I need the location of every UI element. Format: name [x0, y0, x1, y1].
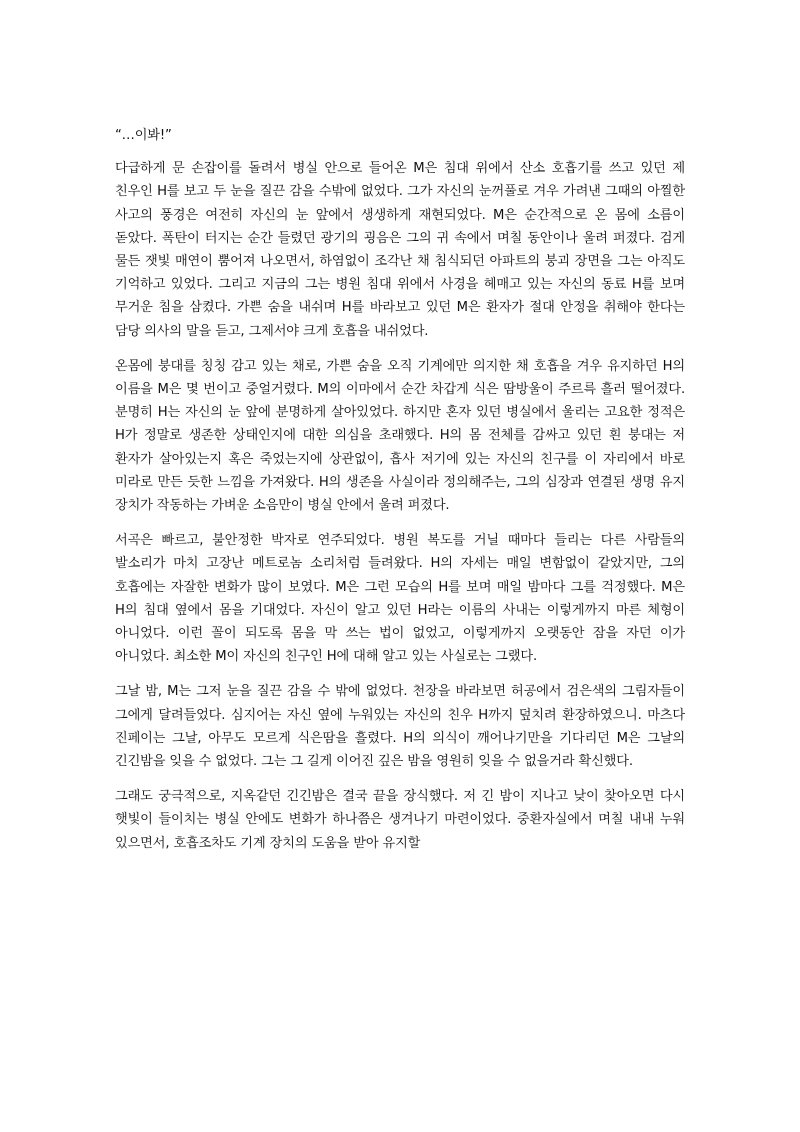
paragraph-5: 그래도 궁극적으로, 지옥같던 긴긴밤은 결국 끝을 장식했다. 저 긴 밤이 지나고 낮이 찾아오면 다시 햇빛이 들이치는 병실 안에도 변화가 하나쯤은 생겨나기 마련이었다. 중환자실에서 며칠 내내 누워 있으면서, 호흡조차도 기계 장치의 도움을 받아 유지할 [115, 789, 685, 851]
paragraph-1: 다급하게 문 손잡이를 돌려서 병실 안으로 들어온 M은 침대 위에서 산소 호흡기를 쓰고 있던 제 친우인 H를 보고 두 눈을 질끈 감을 수밖에 없었다. 그가 자신의 눈꺼풀로 겨우 가려낸 그때의 아찔한 사고의 풍경은 여전히 자신의 눈 앞에서 생생하게 재현되었다. M은 순간적으로 온 몸에 소름이 돋았다. 폭탄이 터지는 순간 들렸던 광기의 굉음은 그의 귀 속에서 며칠 동안이나 울려 퍼졌다. 검게 물든 잿빛 매연이 뿜어져 나오면서, 하염없이 조각난 채 침식되던 아파트의 붕괴 장면을 그는 아직도 기억하고 있었다. 그리고 지금의 그는 병원 침대 위에서 사경을 헤매고 있는 자신의 동료 H를 보며 무거운 침을 삼켰다. 가쁜 숨을 내쉬며 H를 바라보고 있던 M은 환자가 절대 안정을 취해야 한다는 담당 의사의 말을 듣고, 그제서야 크게 호흡을 내쉬었다. [115, 161, 685, 339]
paragraph-3: 서곡은 빠르고, 불안정한 박자로 연주되었다. 병원 복도를 거닐 때마다 들리는 다른 사람들의 발소리가 마치 고장난 메트로놈 소리처럼 들려왔다. H의 자세는 매일 변함없이 같았지만, 그의 호흡에는 자잘한 변화가 많이 보였다. M은 그런 모습의 H를 보며 매일 밤마다 그를 걱정했다. M은 H의 침대 옆에서 몸을 기대었다. 자신이 알고 있던 H라는 이름의 사내는 이렇게까지 마른 체형이 아니었다. 이런 꼴이 되도록 몸을 막 쓰는 법이 없었고, 이렇게까지 오랫동안 잠을 자던 이가 아니었다. 최소한 M이 자신의 친구인 H에 대해 알고 있는 사실로는 그랬다. [115, 533, 685, 665]
paragraph-2: 온몸에 붕대를 칭칭 감고 있는 채로, 가쁜 숨을 오직 기계에만 의지한 채 호흡을 겨우 유지하던 H의 이름을 M은 몇 번이고 중얼거렸다. M의 이마에서 순간 차갑게 식은 땀방울이 주르륵 흘러 떨어졌다. 분명히 H는 자신의 눈 앞에 분명하게 살아있었다. 하지만 혼자 있던 병실에서 울리는 고요한 정적은 H가 정말로 생존한 상태인지에 대한 의심을 초래했다. H의 몸 전체를 감싸고 있던 흰 붕대는 저 환자가 살아있는지 혹은 죽었는지에 상관없이, 흡사 저기에 있는 자신의 친구를 이 자리에서 바로 미라로 만든 듯한 느낌을 가져왔다. H의 생존을 사실이라 정의해주는, 그의 심장과 연결된 생명 유지 장치가 작동하는 가벼운 소음만이 병실 안에서 울려 퍼졌다. [115, 358, 685, 514]
dialogue-line: “…이봐!” [115, 128, 172, 143]
document-body [115, 124, 685, 867]
paragraph-4: 그날 밤, M는 그저 눈을 질끈 감을 수 밖에 없었다. 천장을 바라보면 허공에서 검은색의 그림자들이 그에게 달려들었다. 심지어는 자신 옆에 누워있는 자신의 친우 H까지 덮치려 환장하였으니. 마츠다 진페이는 그날, 아무도 모르게 식은땀을 흘렸다. H의 의식이 깨어나기만을 기다리던 M은 그날의 긴긴밤을 잊을 수 없었다. 그는 그 길게 이어진 깊은 밤을 영원히 잊을 수 없을거라 확신했다. [115, 684, 685, 770]
